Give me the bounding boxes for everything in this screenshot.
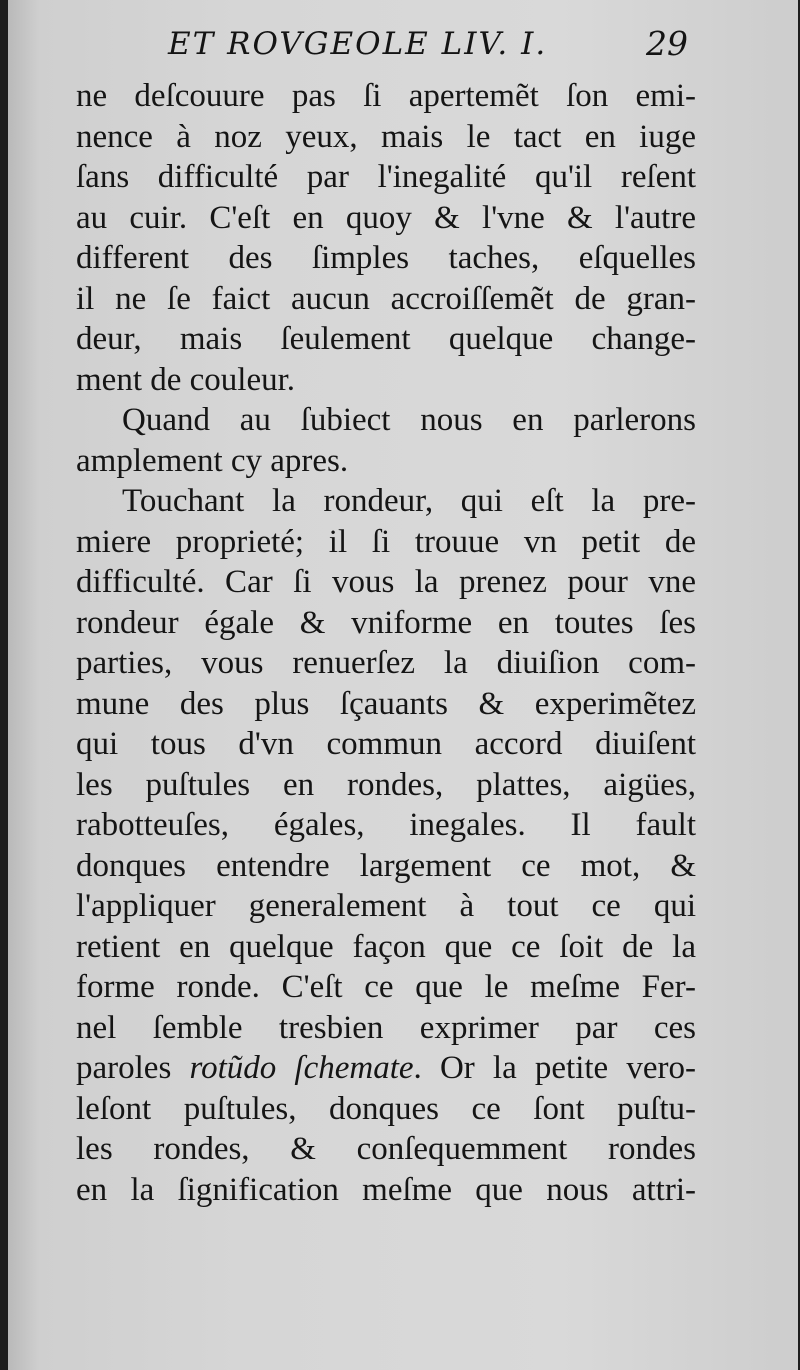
text-line: retient en quelque façon que ce ſoit de la bbox=[76, 928, 696, 965]
text-line: l'appliquer generalement à tout ce qui bbox=[76, 888, 696, 924]
text-span: . Or la petite vero- bbox=[413, 1050, 696, 1086]
text-line: amplement cy apres. bbox=[76, 442, 349, 479]
text-line: different des ſimples taches, eſquelles bbox=[76, 240, 696, 276]
page-number: 29 bbox=[646, 24, 688, 63]
text-line: forme ronde. C'eſt ce que le meſme Fer- bbox=[76, 969, 696, 1005]
text-line: Touchant la rondeur, qui eſt la pre- bbox=[122, 483, 696, 519]
text-line: les puſtules en rondes, plattes, aigües, bbox=[76, 766, 696, 803]
text-line: donques entendre largement ce mot, & bbox=[76, 847, 696, 884]
text-line: parties, vous renuerſez la diuiſion com- bbox=[76, 645, 696, 681]
text-line: nence à noz yeux, mais le tact en iuge bbox=[76, 118, 696, 155]
text-span: ſont puſtules, donques ce ſont puſtu- bbox=[99, 1090, 696, 1127]
text-line: au cuir. C'eſt en quoy & l'vne & l'autre bbox=[76, 199, 696, 236]
text-span: le bbox=[76, 1090, 100, 1127]
running-head bbox=[168, 20, 688, 70]
text-line: miere proprieté; il ſi trouue vn petit de bbox=[76, 523, 696, 560]
text-line: les rondes, & conſequemment rondes bbox=[76, 1131, 696, 1167]
running-title: ET ROVGEOLE LIV. I. bbox=[168, 26, 548, 62]
text-line: rondeur égale & vniforme en toutes ſes bbox=[76, 604, 696, 641]
italic-latin-phrase: rotũdo ſchemate bbox=[189, 1050, 414, 1086]
text-line: rabotteuſes, égales, inegales. Il fault bbox=[76, 807, 696, 843]
text-line: ſans difficulté par l'inegalité qu'il reſent bbox=[76, 159, 696, 195]
text-line bbox=[76, 1048, 696, 1089]
book-page bbox=[8, 0, 798, 1370]
text-line: nel ſemble tresbien exprimer par ces bbox=[76, 1009, 696, 1046]
text-line: il ne ſe faict aucun accroiſſemẽt de gran- bbox=[76, 280, 696, 317]
text-span: paroles bbox=[76, 1050, 172, 1086]
text-line: en la ſignification meſme que nous attri- bbox=[76, 1171, 696, 1208]
text-line: difficulté. Car ſi vous la prenez pour vne bbox=[76, 564, 696, 600]
text-line: qui tous d'vn commun accord diuiſent bbox=[76, 726, 696, 762]
body-text bbox=[76, 76, 696, 1210]
text-line: mune des plus ſçauants & experimẽtez bbox=[76, 685, 696, 722]
text-line: deur, mais ſeulement quelque change- bbox=[76, 321, 696, 357]
text-line: ment de couleur. bbox=[76, 361, 296, 398]
text-line: Quand au ſubiect nous en parlerons bbox=[122, 402, 696, 438]
text-line: ne deſcouure pas ſi apertemẽt ſon emi- bbox=[76, 78, 696, 114]
text-line bbox=[76, 1089, 696, 1130]
